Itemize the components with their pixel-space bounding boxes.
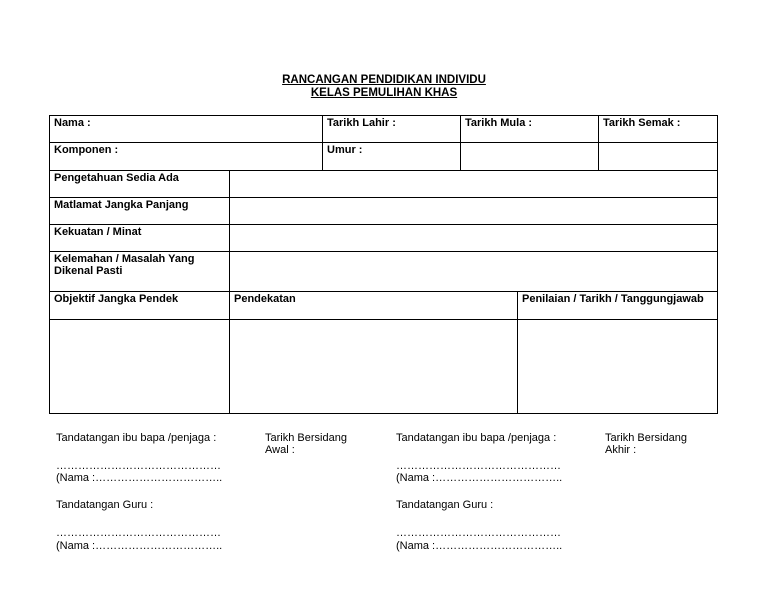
tarikh-semak-cell [598, 115, 718, 143]
pengetahuan-value [229, 170, 718, 198]
parent-sign-label-right: Tandatangan ibu bapa /penjaga : [396, 432, 557, 444]
kelemahan-label: Kelemahan / Masalah Yang Dikenal Pasti [54, 253, 195, 277]
umur-label: Umur : [327, 144, 363, 156]
penilaian-value [517, 319, 718, 414]
objektif-value [49, 319, 230, 414]
kekuatan-label: Kekuatan / Minat [54, 226, 142, 238]
nama-cell [49, 115, 323, 143]
tarikh-lahir-cell [322, 115, 461, 143]
pendekatan-value [229, 319, 518, 414]
tarikh-bersidang-awal: Tarikh Bersidang Awal : [265, 432, 347, 456]
matlamat-value [229, 197, 718, 225]
tarikh-mula-label: Tarikh Mula : [465, 117, 533, 129]
parent-sign-label-left: Tandatangan ibu bapa /penjaga : [56, 432, 217, 444]
signature-line-guru-right: ……………………………………… [396, 527, 561, 539]
signature-line-guru-left: ……………………………………… [56, 527, 221, 539]
nama-line-parent-right: (Nama :…………………………….. [396, 472, 563, 484]
tarikh-mula-cell [460, 115, 599, 143]
title-line-2: KELAS PEMULIHAN KHAS [310, 87, 458, 99]
signature-line-parent-left: ……………………………………… [56, 460, 221, 472]
kekuatan-value [229, 224, 718, 252]
komponen-label: Komponen : [54, 144, 119, 156]
nama-line-parent-left: (Nama :…………………………….. [56, 472, 223, 484]
kekuatan-cell [49, 224, 230, 252]
nama-label: Nama : [54, 117, 91, 129]
empty-cell-semak [598, 142, 718, 171]
form-title [0, 74, 768, 100]
komponen-cell [49, 142, 323, 171]
pengetahuan-cell [49, 170, 230, 198]
objektif-label: Objektif Jangka Pendek [54, 293, 179, 305]
matlamat-cell [49, 197, 230, 225]
pengetahuan-label: Pengetahuan Sedia Ada [54, 172, 179, 184]
pendekatan-header [229, 291, 518, 320]
guru-sign-label-left: Tandatangan Guru : [56, 499, 154, 511]
objektif-header [49, 291, 230, 320]
kelemahan-value [229, 251, 718, 292]
guru-sign-label-right: Tandatangan Guru : [396, 499, 494, 511]
tarikh-bersidang-akhir: Tarikh Bersidang Akhir : [605, 432, 687, 456]
matlamat-label: Matlamat Jangka Panjang [54, 199, 189, 211]
tarikh-lahir-label: Tarikh Lahir : [327, 117, 396, 129]
nama-line-guru-left: (Nama :…………………………….. [56, 540, 223, 552]
pendekatan-label: Pendekatan [234, 293, 296, 305]
kelemahan-cell [49, 251, 230, 292]
tarikh-semak-label: Tarikh Semak : [603, 117, 681, 129]
umur-cell [322, 142, 461, 171]
penilaian-header [517, 291, 718, 320]
empty-cell-mula [460, 142, 599, 171]
signature-line-parent-right: ……………………………………… [396, 460, 561, 472]
penilaian-label: Penilaian / Tarikh / Tanggungjawab [522, 293, 704, 305]
nama-line-guru-right: (Nama :…………………………….. [396, 540, 563, 552]
title-line-1: RANCANGAN PENDIDIKAN INDIVIDU [282, 74, 486, 86]
